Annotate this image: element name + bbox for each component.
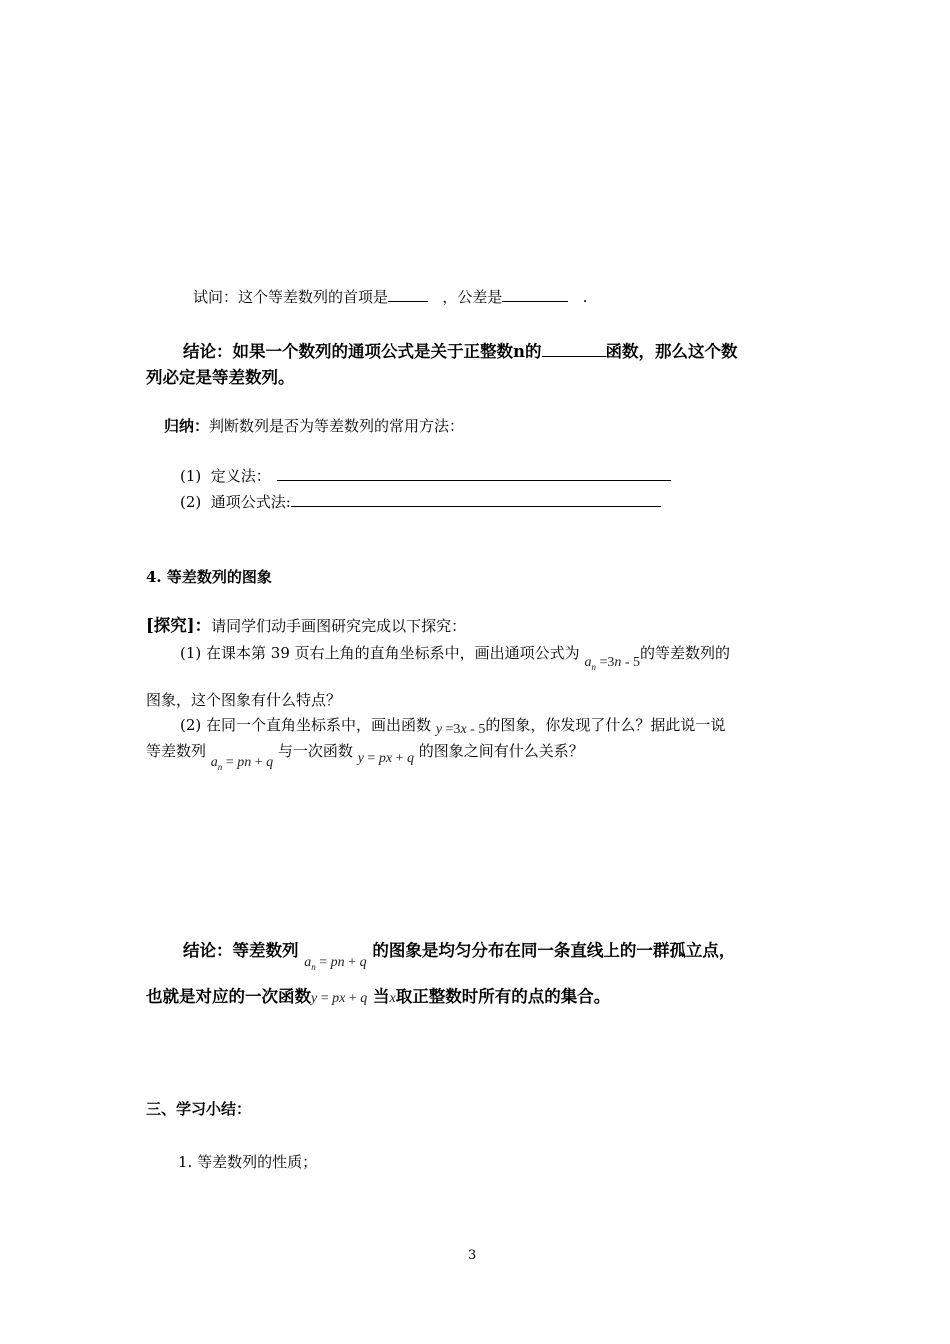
- first-term-blank[interactable]: [388, 287, 428, 302]
- conclusion-2-line-1: 结论：等差数列 $a_n$ = pn + q 的图象是均匀分布在同一条直线上的一群孤立点，: [183, 941, 735, 967]
- conclusion-2-line-2: 也就是对应的一次函数y = px + q 当x取正整数时所有的点的集合。: [146, 987, 610, 1009]
- explore-item-2: (2) 在同一个直角坐标系中，画出函数 y =3x - 5的图象，你发现了什么？据此说一说: [180, 715, 725, 737]
- explore-item-2-cont: 等差数列 $a_n$ = pn + q 与一次函数 y = px + q 的图象之间有什么关系？: [146, 741, 584, 767]
- summary-method-line: 归纳：判断数列是否为等差数列的常用方法：: [164, 417, 465, 435]
- method-definition: (1) 定义法：: [180, 466, 671, 486]
- question-line: 试问：这个等差数列的首项是 ，公差是 .: [193, 288, 588, 306]
- explore-item-1: (1) 在课本第 39 页右上角的直角坐标系中，画出通项公式为 $a_n =3n - 5$的等差数列的: [180, 643, 730, 669]
- page-number: 3: [468, 1248, 477, 1263]
- method-general-formula: (2) 通项公式法:: [180, 492, 661, 512]
- variable-x: x: [389, 991, 396, 1006]
- formula-an-pn-q: $a_n$ = pn + q: [210, 755, 274, 772]
- explore-intro: [探究]：请同学们动手画图研究完成以下探究：: [146, 616, 467, 635]
- formula-y-px-q: y = px + q: [357, 751, 414, 766]
- formula-an-pn-q-2: $a_n$ = pn + q: [304, 955, 367, 972]
- explore-item-1-cont: 图象，这个图象有什么特点？: [146, 691, 342, 709]
- formula-y-px-q-2: y = px + q: [311, 991, 368, 1006]
- conclusion-1-line-2: 列必定是等差数列。: [146, 368, 295, 387]
- section-3-title: 三、学习小结：: [146, 1100, 252, 1118]
- formula-an-3n-5: $a_n =3n - 5$: [584, 655, 641, 672]
- summary-item-1: 1. 等差数列的性质；: [178, 1153, 318, 1171]
- definition-answer-line[interactable]: [277, 466, 671, 481]
- general-formula-answer-line[interactable]: [291, 492, 661, 507]
- conclusion-1-line-1: 结论：如果一个数列的通项公式是关于正整数n的 函数，那么这个数: [183, 342, 738, 361]
- formula-y-3x-5: y =3x - 5: [435, 722, 486, 737]
- function-type-blank[interactable]: [542, 341, 606, 357]
- section-4-title: 4. 等差数列的图象: [146, 568, 272, 586]
- common-difference-blank[interactable]: [502, 287, 568, 302]
